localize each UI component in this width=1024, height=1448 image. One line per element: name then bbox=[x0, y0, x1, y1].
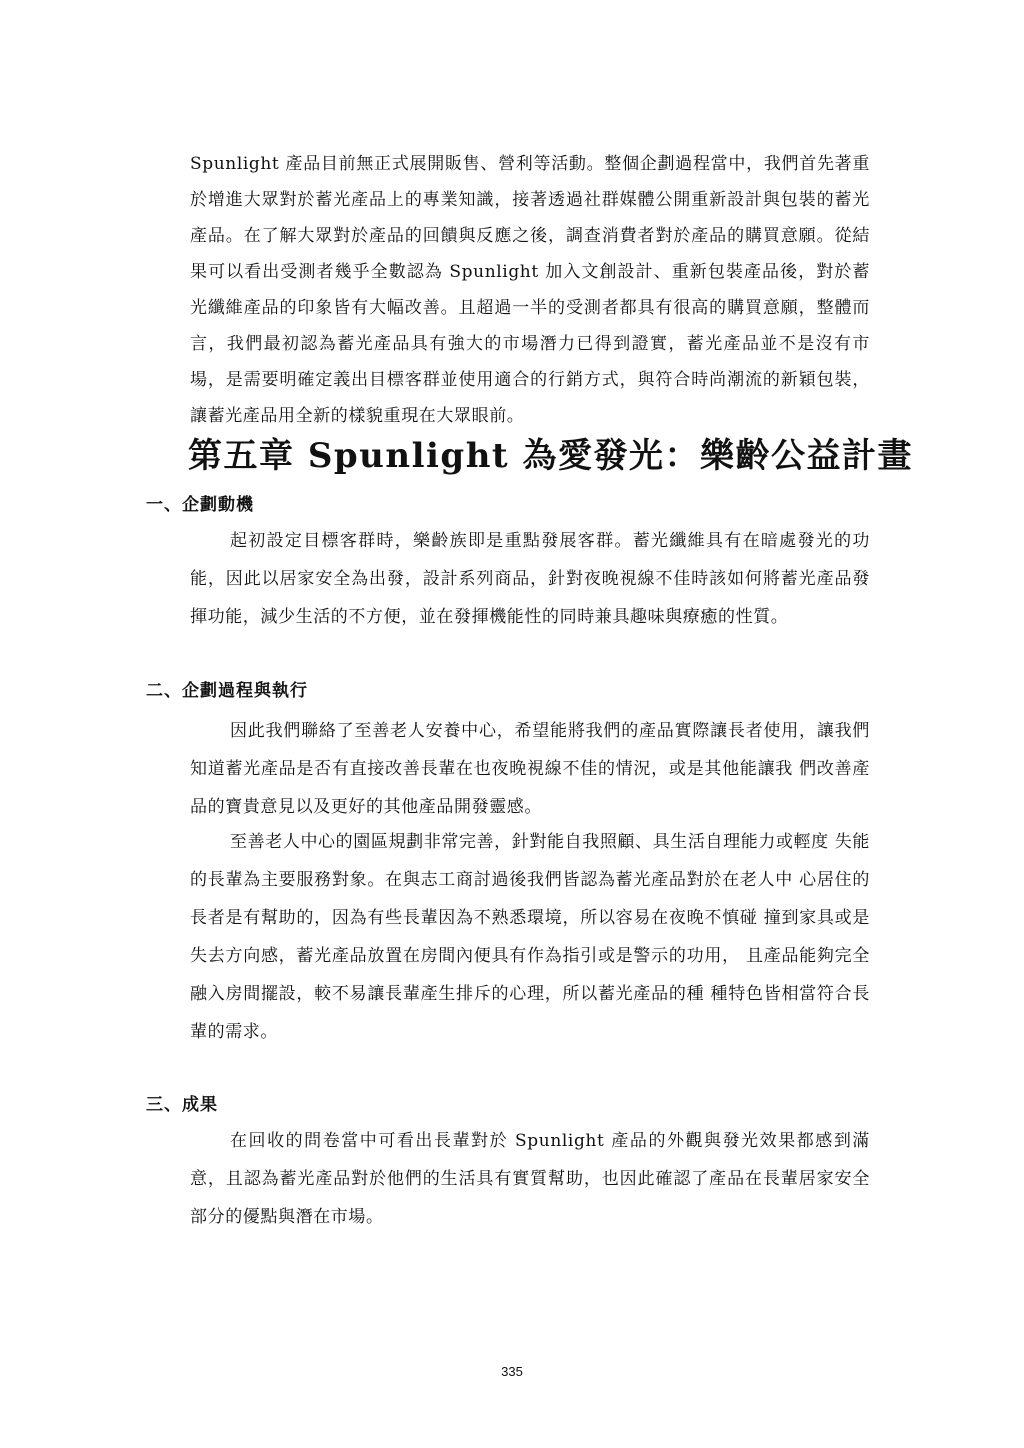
section-heading-process: 二、企劃過程與執行 bbox=[146, 681, 308, 701]
section-paragraph-process-1: 因此我們聯絡了至善老人安養中心，希望能將我們的產品實際讓長者使用，讓我們知道蓄光產品是否有直接改善長輩在也夜晚視線不佳的情況，或是其他能讓我 們改善產品的寶貴意見以及更好的其他產品開發靈感。 bbox=[190, 721, 870, 817]
chapter-title: 第五章 Spunlight 為愛發光：樂齡公益計畫 bbox=[188, 436, 913, 476]
section-heading-results: 三、成果 bbox=[146, 1095, 218, 1115]
intro-paragraph: Spunlight 產品目前無正式展開販售、營利等活動。整個企劃過程當中，我們首先著重於增進大眾對於蓄光產品上的專業知識，接著透過社群媒體公開重新設計與包裝的蓄光產品。在了解大眾對於產品的回饋與反應之後，調查消費者對於產品的購買意願。從結果可以看出受測者幾乎全數認為 Spunlight 加入文創設計、重新包裝產品後，對於蓄光纖維產品的印象皆有大幅改善。且超過一半的受測者都具有很高的購買意願，整體而言，我們最初認為蓄光產品具有強大的市場潛力已得到證實，蓄光產品並不是沒有市場，是需要明確定義出目標客群並使用適合的行銷方式，與符合時尚潮流的新穎包裝，讓蓄光產品用全新的樣貌重現在大眾眼前。 bbox=[190, 154, 870, 426]
section-paragraph-results: 在回收的問卷當中可看出長輩對於 Spunlight 產品的外觀與發光效果都感到滿意，且認為蓄光產品對於他們的生活具有實質幫助，也因此確認了產品在長輩居家安全部分的優點與潛在市場。 bbox=[190, 1131, 870, 1227]
section-heading-motivation: 一、企劃動機 bbox=[146, 495, 254, 515]
section-paragraph-process-2: 至善老人中心的園區規劃非常完善，針對能自我照顧、具生活自理能力或輕度 失能的長輩為主要服務對象。在與志工商討過後我們皆認為蓄光產品對於在老人中 心居住的長者是有幫助的，因為有些長輩因為不熟悉環境，所以容易在夜晚不慎碰 撞到家具或是失去方向感，蓄光產品放置在房間內便具有作為指引或是警示的功用， 且產品能夠完全融入房間擺設，較不易讓長輩產生排斥的心理，所以蓄光產品的種 種特色皆相當符合長輩的需求。 bbox=[190, 832, 870, 1042]
section-paragraph-motivation: 起初設定目標客群時，樂齡族即是重點發展客群。蓄光纖維具有在暗處發光的功能，因此以居家安全為出發，設計系列商品，針對夜晚視線不佳時該如何將蓄光產品發揮功能，減少生活的不方便，並在發揮機能性的同時兼具趣味與療癒的性質。 bbox=[190, 531, 870, 627]
page-number: 335 bbox=[501, 1364, 523, 1379]
